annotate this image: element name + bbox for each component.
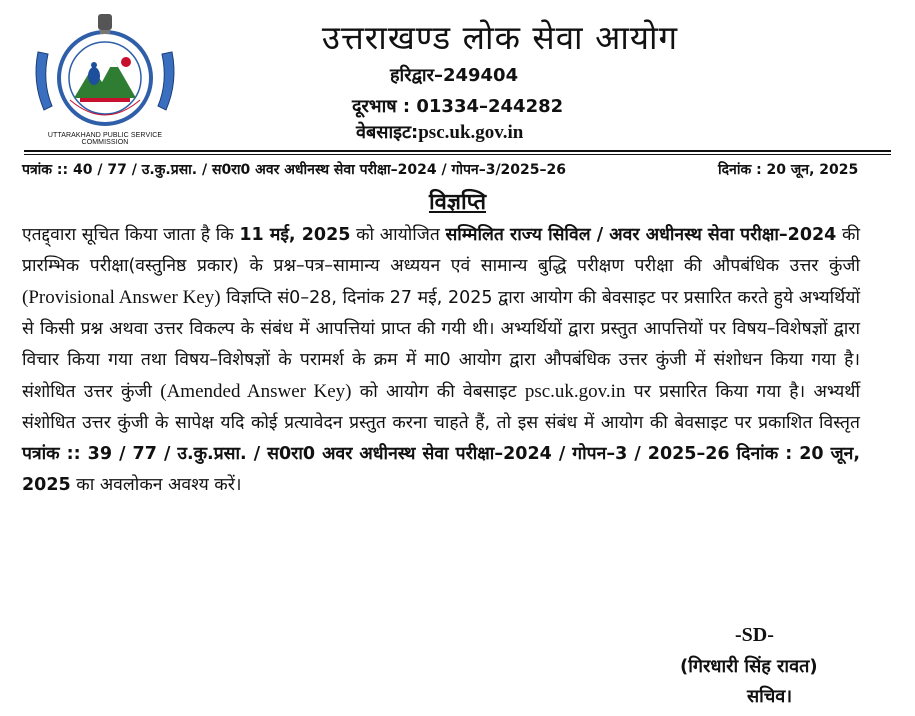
website-url[interactable]: psc.uk.gov.in xyxy=(418,122,524,143)
body-text: पर प्रसारित किया गया है। अभ्यर्थी संशोधित उत्तर कुंजी के सापेक्ष यदि कोई प्रत्यावेदन प्रस्तुत करना चाहते हैं, तो इस संबंध में आयोग की बेवसाइट पर प्रकाशित विस्तृत xyxy=(22,382,860,433)
notice-body xyxy=(22,220,860,501)
signatory-name: (गिरधारी सिंह रावत) xyxy=(680,656,818,677)
notice-title-text: विज्ञप्ति xyxy=(428,190,487,215)
reference-date: दिनांक : 20 जून, 2025 xyxy=(718,162,859,178)
commission-logo xyxy=(30,12,180,146)
body-website-link[interactable]: psc.uk.gov.in xyxy=(524,381,626,402)
emblem-icon xyxy=(30,12,180,130)
website-label: वेबसाइट: xyxy=(356,122,419,143)
body-text: की प्रारम्भिक परीक्षा(वस्तुनिष्ठ प्रकार) के प्रश्न–पत्र–सामान्य अध्ययन एवं सामान्य बुद्धि परीक्षण परीक्षा की औपबंधिक उत्तर कुंजी xyxy=(22,225,860,276)
reference-number: पत्रांक :: 40 / 77 / उ.कु.प्रसा. / स0रा0 अवर अधीनस्थ सेवा परीक्षा–2024 / गोपन–3/2025–26 xyxy=(22,162,567,178)
header-divider xyxy=(24,150,891,152)
provisional-key-label: (Provisional Answer Key) xyxy=(22,287,221,308)
body-text: एतद्द्वारा सूचित किया जाता है कि xyxy=(22,225,240,245)
header-divider-thin xyxy=(24,154,891,155)
signatory-post: सचिव। xyxy=(747,686,793,707)
exam-name: सम्मिलित राज्य सिविल / अवर अधीनस्थ सेवा परीक्षा–2024 xyxy=(445,225,837,245)
exam-date: 11 मई, 2025 xyxy=(239,225,351,245)
notice-title xyxy=(0,186,915,216)
body-text: विज्ञप्ति सं0–28, दिनांक 27 मई, 2025 द्वारा आयोग की बेवसाइट पर प्रसारित करते हुये अभ्यर्थियों से किसी प्रश्न अथवा उत्तर विकल्प के संबंध में आपत्तियां प्राप्त की गयी थी। अभ्यर्थियों द्वारा प्रस्तुत आपत्तियों पर विषय–विशेषज्ञों द्वारा विचार किया गया तथा विषय–विशेषज्ञों के परामर्श के क्रम में मा0 आयोग द्वारा औपबंधिक उत्तर कुंजी में संशोधन किया गया है। संशोधित उत्तर कुंजी xyxy=(22,288,860,402)
logo-caption: UTTARAKHAND PUBLIC SERVICE COMMISSION xyxy=(47,132,163,146)
city-pincode: हरिद्वार–249404 xyxy=(390,65,519,86)
amended-key-label: (Amended Answer Key) xyxy=(160,381,352,402)
commission-title: उत्तराखण्ड लोक सेवा आयोग xyxy=(321,18,679,57)
website xyxy=(356,120,523,144)
body-text: को आयोजित xyxy=(350,225,446,245)
signature-sd: -SD- xyxy=(735,624,774,646)
detailed-reference: पत्रांक :: 39 / 77 / उ.कु.प्रसा. / स0रा0 अवर अधीनस्थ सेवा परीक्षा–2024 / गोपन–3 / 2025–26 दिनांक : 20 जून, 2025 xyxy=(22,444,860,495)
phone-number: दूरभाष : 01334–244282 xyxy=(352,96,564,117)
body-text: को आयोग की वेबसाइट xyxy=(351,382,525,402)
body-text: का अवलोकन अवश्य करें। xyxy=(70,475,242,495)
